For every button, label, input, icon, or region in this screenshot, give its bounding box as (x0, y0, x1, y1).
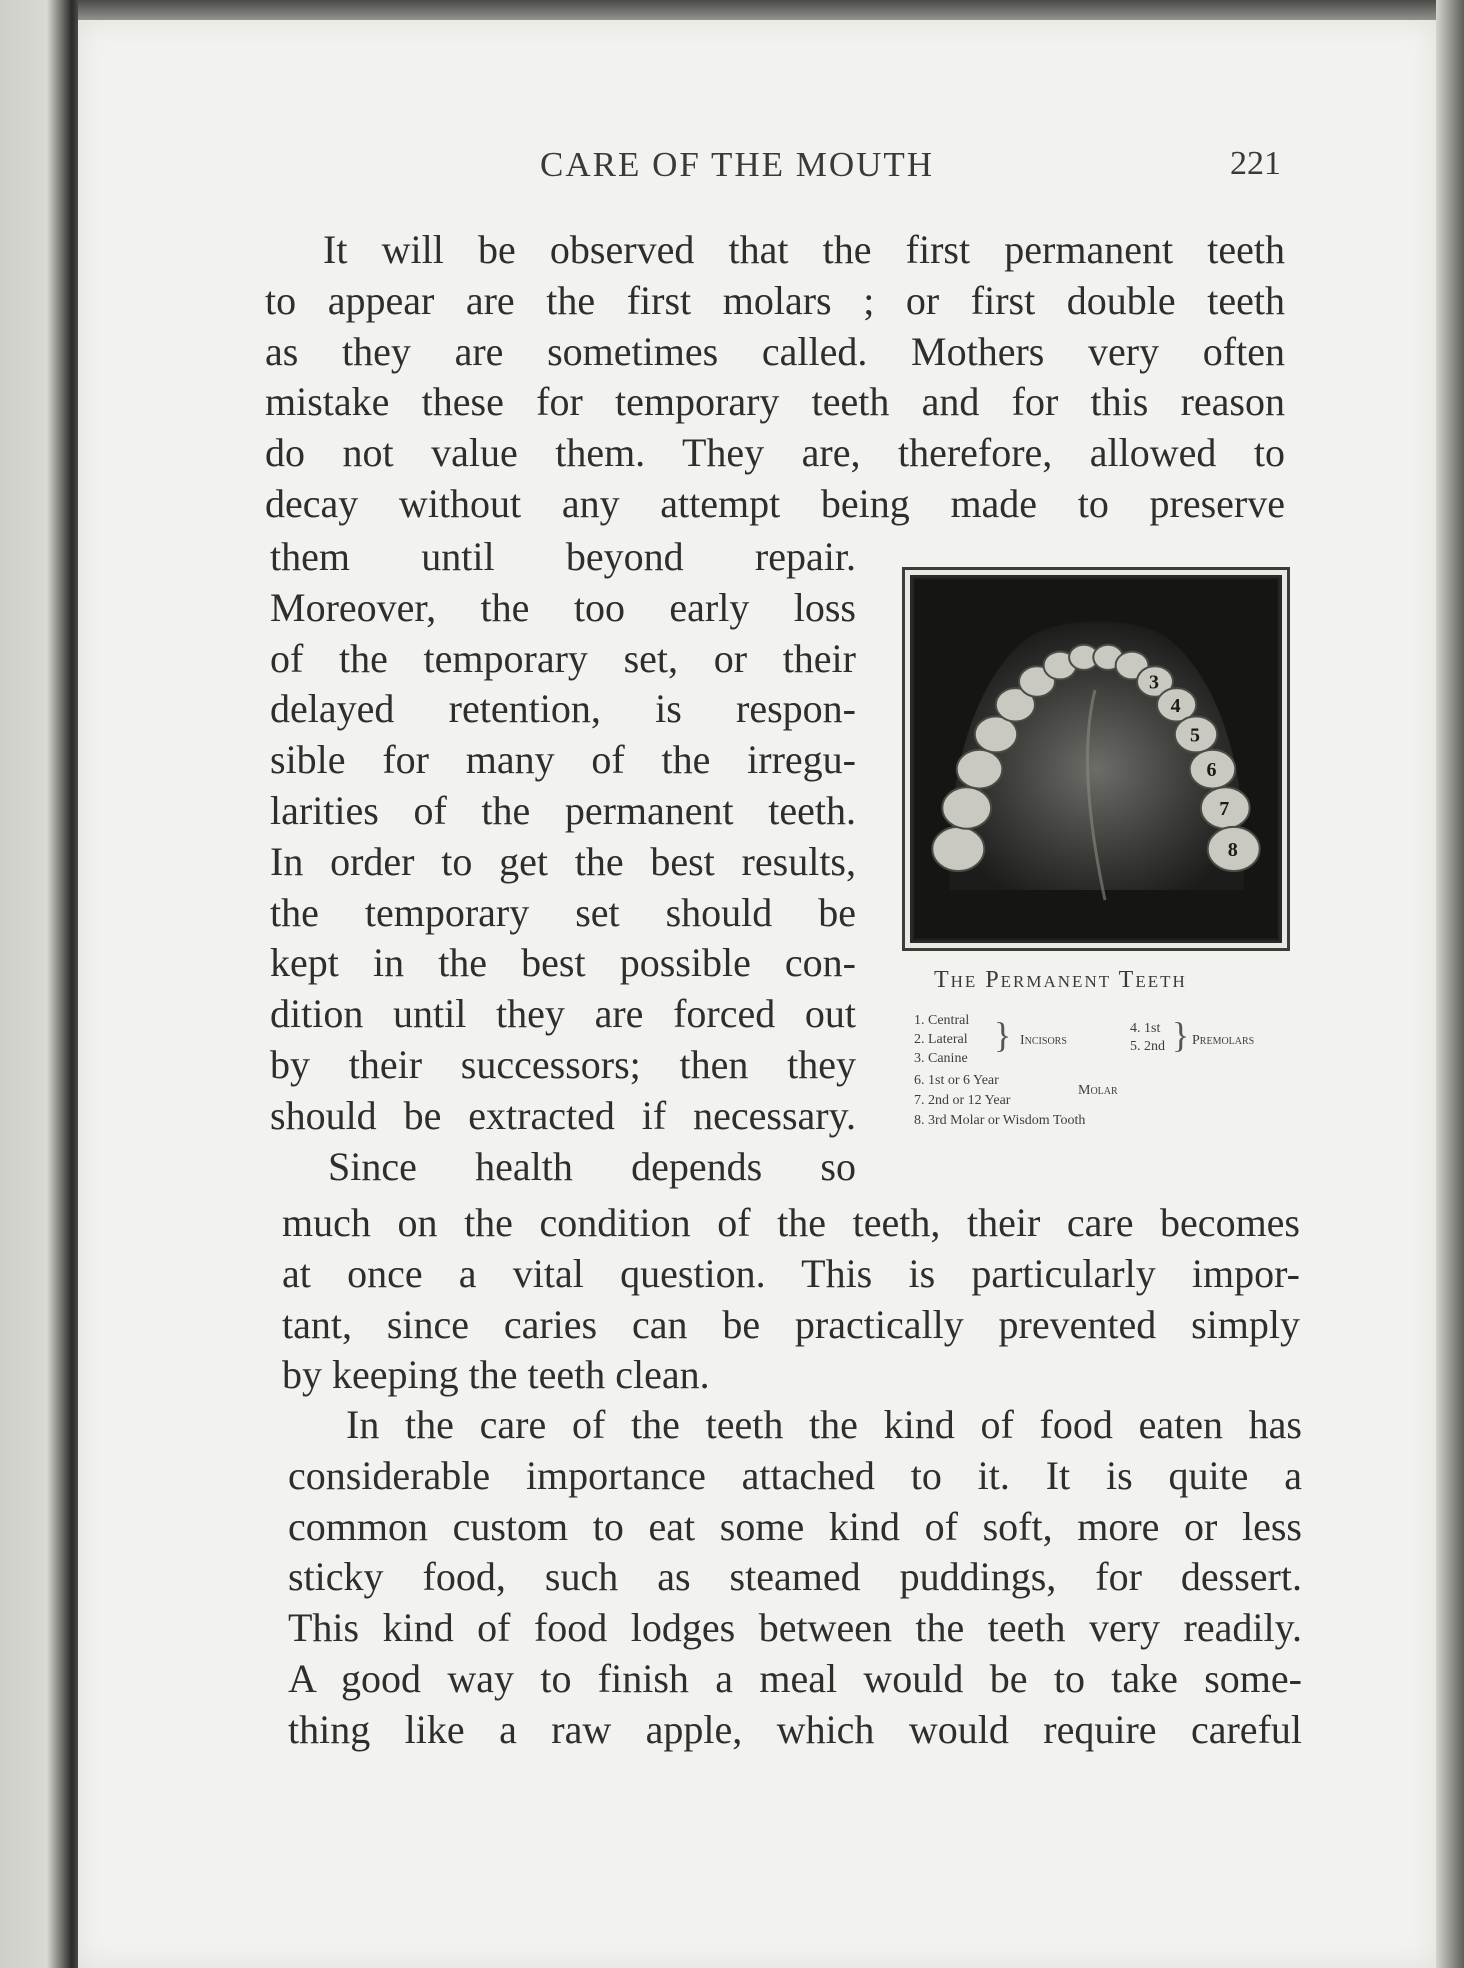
legend-incisors: Incisors (1020, 1033, 1067, 1048)
tooth-number: 8 (1227, 839, 1238, 861)
text-line: mistake these for temporary teeth and for this reason (265, 379, 1285, 425)
text-line: sible for many of the irregu- (270, 737, 856, 783)
text-line: at once a vital question. This is particularly impor- (282, 1250, 1300, 1296)
text-line: thing like a raw apple, which would require careful (288, 1706, 1302, 1752)
text-line: do not value them. They are, therefore, allowed to (265, 430, 1285, 476)
text-line: considerable importance attached to it. It is quite a (288, 1452, 1302, 1498)
legend-brace: } (1172, 1015, 1190, 1055)
text-line: as they are sometimes called. Mothers very often (265, 328, 1285, 374)
paragraph-temporary-set (270, 532, 856, 1192)
legend-lateral: 2. Lateral (914, 1032, 968, 1047)
text-line: tant, since caries can be practically prevented simply (282, 1301, 1300, 1347)
text-line: It will be observed that the first permanent teeth (323, 227, 1285, 272)
legend-premolars: Premolars (1192, 1033, 1255, 1048)
text-line: Since health depends so (328, 1143, 856, 1189)
paragraph-food (288, 1400, 1302, 1756)
text-line: by their successors; then they (270, 1041, 856, 1087)
tooth-number: 3 (1149, 671, 1159, 694)
scan-right-edge (1436, 0, 1464, 1968)
tooth-number: 5 (1190, 724, 1200, 747)
text-line: Moreover, the too early loss (270, 584, 856, 630)
running-head: CARE OF THE MOUTH (540, 145, 935, 184)
text-line: by keeping the teeth clean. (282, 1352, 710, 1398)
tooth-number: 6 (1206, 759, 1217, 782)
text-line: decay without any attempt being made to preserve (265, 480, 1285, 526)
text-line: A good way to finish a meal would be to take some- (288, 1655, 1302, 1701)
caption-text: The Permanent Teeth (934, 967, 1187, 993)
tooth (957, 750, 1003, 789)
figure-legend (914, 1013, 1304, 1148)
tooth-number: 4 (1170, 694, 1181, 717)
legend-first-premolar: 4. 1st (1130, 1021, 1161, 1036)
legend-brace: } (994, 1015, 1012, 1055)
text-line: much on the condition of the teeth, their care becomes (282, 1200, 1300, 1245)
dental-arch-illustration (905, 570, 1287, 948)
legend-molar: Molar (1078, 1083, 1118, 1098)
text-line: In order to get the best results, (270, 838, 856, 884)
figure-caption (934, 967, 1187, 994)
permanent-teeth-photo (902, 567, 1290, 951)
scan-top-edge (0, 0, 1464, 22)
text-line: sticky food, such as steamed puddings, for dessert. (288, 1554, 1302, 1600)
legend-central: 1. Central (914, 1013, 970, 1028)
tooth-number: 7 (1219, 798, 1230, 820)
text-line: larities of the permanent teeth. (270, 787, 856, 833)
legend-second-premolar: 5. 2nd (1130, 1039, 1165, 1054)
text-line: delayed retention, is respon- (270, 686, 856, 732)
text-line: them until beyond repair. (270, 534, 856, 579)
text-line: In the care of the teeth the kind of food eaten has (346, 1402, 1302, 1447)
text-line: dition until they are forced out (270, 991, 856, 1037)
book-binding-edge (0, 0, 78, 1968)
paragraph-health-continuation (282, 1198, 1300, 1401)
legend-wisdom-tooth: 8. 3rd Molar or Wisdom Tooth (914, 1113, 1086, 1128)
text-line: of the temporary set, or their (270, 635, 856, 681)
text-line: This kind of food lodges between the teeth very readily. (288, 1605, 1302, 1651)
page-number: 221 (1230, 145, 1281, 182)
text-line: the temporary set should be (270, 889, 856, 935)
text-line: kept in the best possible con- (270, 940, 856, 986)
legend-second-molar: 7. 2nd or 12 Year (914, 1093, 1011, 1108)
legend-first-molar: 6. 1st or 6 Year (914, 1073, 999, 1088)
text-line: to appear are the first molars ; or first double teeth (265, 277, 1285, 323)
text-line: should be extracted if necessary. (270, 1092, 856, 1138)
legend-canine: 3. Canine (914, 1051, 968, 1066)
paragraph-first-molars (265, 225, 1285, 530)
tooth (942, 787, 991, 828)
text-line: common custom to eat some kind of soft, more or less (288, 1503, 1302, 1549)
tooth (932, 827, 984, 871)
